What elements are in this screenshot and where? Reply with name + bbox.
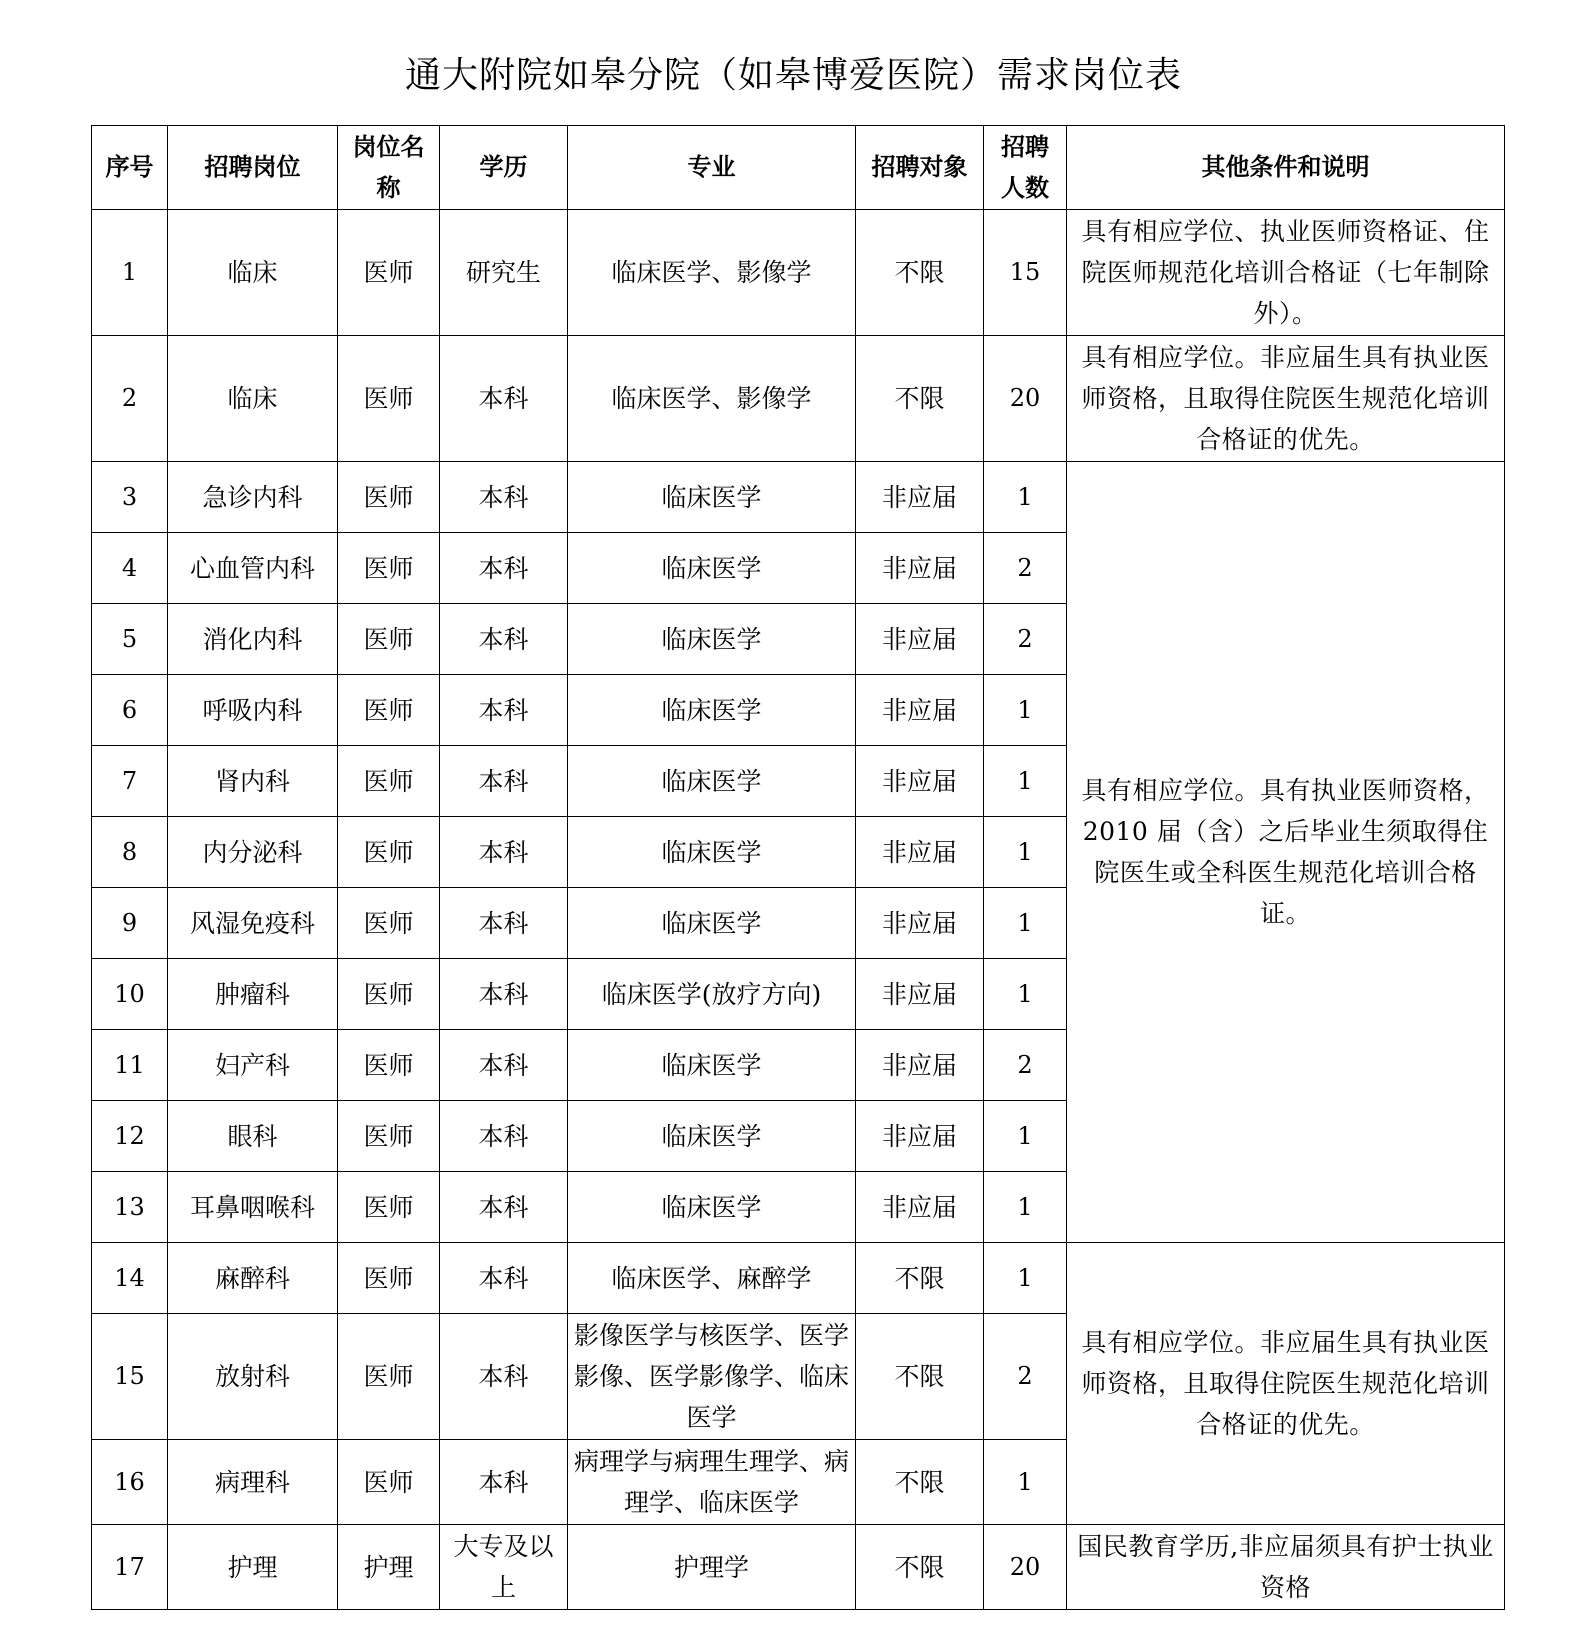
table-row (92, 1243, 1505, 1314)
cell-name: 医师 (338, 1243, 440, 1314)
cell-target: 非应届 (856, 1101, 984, 1172)
cell-post: 妇产科 (168, 1030, 338, 1101)
cell-post: 消化内科 (168, 604, 338, 675)
cell-seq: 5 (92, 604, 168, 675)
cell-seq: 13 (92, 1172, 168, 1243)
cell-edu: 研究生 (440, 210, 568, 336)
cell-edu: 本科 (440, 1440, 568, 1525)
cell-name: 医师 (338, 1030, 440, 1101)
header-post: 招聘岗位 (168, 126, 338, 210)
cell-edu: 本科 (440, 1314, 568, 1440)
header-row (92, 126, 1505, 210)
table-row (92, 462, 1505, 533)
cell-edu: 本科 (440, 336, 568, 462)
cell-count: 15 (984, 210, 1067, 336)
cell-target: 非应届 (856, 1030, 984, 1101)
cell-post: 临床 (168, 210, 338, 336)
cell-conditions: 国民教育学历,非应届须具有护士执业资格 (1067, 1525, 1505, 1610)
cell-major: 病理学与病理生理学、病理学、临床医学 (568, 1440, 856, 1525)
cell-seq: 7 (92, 746, 168, 817)
cell-count: 20 (984, 1525, 1067, 1610)
cell-seq: 9 (92, 888, 168, 959)
cell-target: 非应届 (856, 888, 984, 959)
cell-major: 临床医学 (568, 888, 856, 959)
cell-edu: 本科 (440, 604, 568, 675)
cell-name: 医师 (338, 817, 440, 888)
cell-post: 心血管内科 (168, 533, 338, 604)
table-row (92, 210, 1505, 336)
cell-post: 急诊内科 (168, 462, 338, 533)
cell-post: 肾内科 (168, 746, 338, 817)
cell-major: 临床医学 (568, 817, 856, 888)
cell-edu: 本科 (440, 675, 568, 746)
cell-count: 1 (984, 817, 1067, 888)
cell-name: 医师 (338, 1101, 440, 1172)
cell-count: 1 (984, 746, 1067, 817)
cell-target: 非应届 (856, 959, 984, 1030)
cell-name: 医师 (338, 959, 440, 1030)
cell-major: 临床医学 (568, 533, 856, 604)
cell-count: 2 (984, 1314, 1067, 1440)
cell-seq: 2 (92, 336, 168, 462)
header-count: 招聘人数 (984, 126, 1067, 210)
cell-post: 呼吸内科 (168, 675, 338, 746)
cell-seq: 6 (92, 675, 168, 746)
cell-major: 临床医学(放疗方向) (568, 959, 856, 1030)
cell-major: 临床医学、影像学 (568, 336, 856, 462)
cell-major: 临床医学 (568, 1101, 856, 1172)
cell-seq: 10 (92, 959, 168, 1030)
cell-conditions: 具有相应学位。非应届生具有执业医师资格，且取得住院医生规范化培训合格证的优先。 (1067, 1243, 1505, 1525)
cell-name: 医师 (338, 336, 440, 462)
cell-count: 2 (984, 1030, 1067, 1101)
header-seq: 序号 (92, 126, 168, 210)
cell-post: 内分泌科 (168, 817, 338, 888)
cell-edu: 本科 (440, 1243, 568, 1314)
cell-name: 医师 (338, 210, 440, 336)
cell-edu: 本科 (440, 533, 568, 604)
cell-edu: 本科 (440, 959, 568, 1030)
cell-major: 临床医学 (568, 604, 856, 675)
cell-target: 非应届 (856, 533, 984, 604)
header-name: 岗位名称 (338, 126, 440, 210)
page-title: 通大附院如皋分院（如皋博爱医院）需求岗位表 (404, 55, 1182, 96)
cell-target: 非应届 (856, 604, 984, 675)
cell-major: 护理学 (568, 1525, 856, 1610)
cell-seq: 14 (92, 1243, 168, 1314)
cell-target: 不限 (856, 1314, 984, 1440)
cell-post: 临床 (168, 336, 338, 462)
cell-target: 不限 (856, 210, 984, 336)
cell-major: 临床医学 (568, 746, 856, 817)
cell-seq: 11 (92, 1030, 168, 1101)
cell-post: 护理 (168, 1525, 338, 1610)
cell-post: 耳鼻咽喉科 (168, 1172, 338, 1243)
cell-seq: 12 (92, 1101, 168, 1172)
cell-target: 不限 (856, 1440, 984, 1525)
cell-target: 不限 (856, 1243, 984, 1314)
cell-name: 医师 (338, 533, 440, 604)
cell-edu: 本科 (440, 1172, 568, 1243)
header-target: 招聘对象 (856, 126, 984, 210)
header-conditions: 其他条件和说明 (1067, 126, 1505, 210)
cell-major: 临床医学 (568, 675, 856, 746)
cell-post: 放射科 (168, 1314, 338, 1440)
cell-post: 风湿免疫科 (168, 888, 338, 959)
cell-seq: 16 (92, 1440, 168, 1525)
cell-edu: 本科 (440, 888, 568, 959)
cell-seq: 15 (92, 1314, 168, 1440)
header-major: 专业 (568, 126, 856, 210)
cell-major: 临床医学、影像学 (568, 210, 856, 336)
recruitment-table (91, 125, 1505, 1610)
cell-name: 医师 (338, 604, 440, 675)
cell-edu: 本科 (440, 746, 568, 817)
cell-post: 麻醉科 (168, 1243, 338, 1314)
cell-count: 1 (984, 959, 1067, 1030)
cell-name: 医师 (338, 746, 440, 817)
cell-conditions: 具有相应学位。具有执业医师资格，2010 届（含）之后毕业生须取得住院医生或全科医生规范化培训合格证。 (1067, 462, 1505, 1243)
cell-conditions: 具有相应学位。非应届生具有执业医师资格，且取得住院医生规范化培训合格证的优先。 (1067, 336, 1505, 462)
cell-edu: 本科 (440, 1101, 568, 1172)
cell-post: 肿瘤科 (168, 959, 338, 1030)
cell-seq: 8 (92, 817, 168, 888)
cell-count: 1 (984, 1172, 1067, 1243)
cell-name: 医师 (338, 1314, 440, 1440)
cell-name: 医师 (338, 462, 440, 533)
cell-seq: 1 (92, 210, 168, 336)
header-edu: 学历 (440, 126, 568, 210)
cell-seq: 17 (92, 1525, 168, 1610)
cell-count: 1 (984, 1440, 1067, 1525)
cell-seq: 3 (92, 462, 168, 533)
cell-count: 20 (984, 336, 1067, 462)
cell-target: 不限 (856, 1525, 984, 1610)
cell-major: 临床医学 (568, 1030, 856, 1101)
cell-name: 护理 (338, 1525, 440, 1610)
cell-target: 不限 (856, 336, 984, 462)
cell-count: 1 (984, 888, 1067, 959)
cell-target: 非应届 (856, 675, 984, 746)
cell-major: 临床医学、麻醉学 (568, 1243, 856, 1314)
cell-edu: 本科 (440, 1030, 568, 1101)
cell-edu: 本科 (440, 462, 568, 533)
cell-target: 非应届 (856, 1172, 984, 1243)
cell-count: 1 (984, 675, 1067, 746)
cell-count: 1 (984, 1101, 1067, 1172)
cell-target: 非应届 (856, 462, 984, 533)
cell-conditions: 具有相应学位、执业医师资格证、住院医师规范化培训合格证（七年制除外）。 (1067, 210, 1505, 336)
cell-target: 非应届 (856, 746, 984, 817)
cell-post: 眼科 (168, 1101, 338, 1172)
cell-edu: 大专及以上 (440, 1525, 568, 1610)
cell-name: 医师 (338, 1172, 440, 1243)
cell-major: 临床医学 (568, 1172, 856, 1243)
cell-count: 2 (984, 604, 1067, 675)
cell-count: 1 (984, 462, 1067, 533)
cell-target: 非应届 (856, 817, 984, 888)
cell-seq: 4 (92, 533, 168, 604)
cell-post: 病理科 (168, 1440, 338, 1525)
cell-name: 医师 (338, 1440, 440, 1525)
cell-name: 医师 (338, 675, 440, 746)
cell-major: 临床医学 (568, 462, 856, 533)
table-row (92, 336, 1505, 462)
cell-name: 医师 (338, 888, 440, 959)
cell-count: 1 (984, 1243, 1067, 1314)
cell-edu: 本科 (440, 817, 568, 888)
table-row (92, 1525, 1505, 1610)
cell-count: 2 (984, 533, 1067, 604)
cell-major: 影像医学与核医学、医学影像、医学影像学、临床医学 (568, 1314, 856, 1440)
